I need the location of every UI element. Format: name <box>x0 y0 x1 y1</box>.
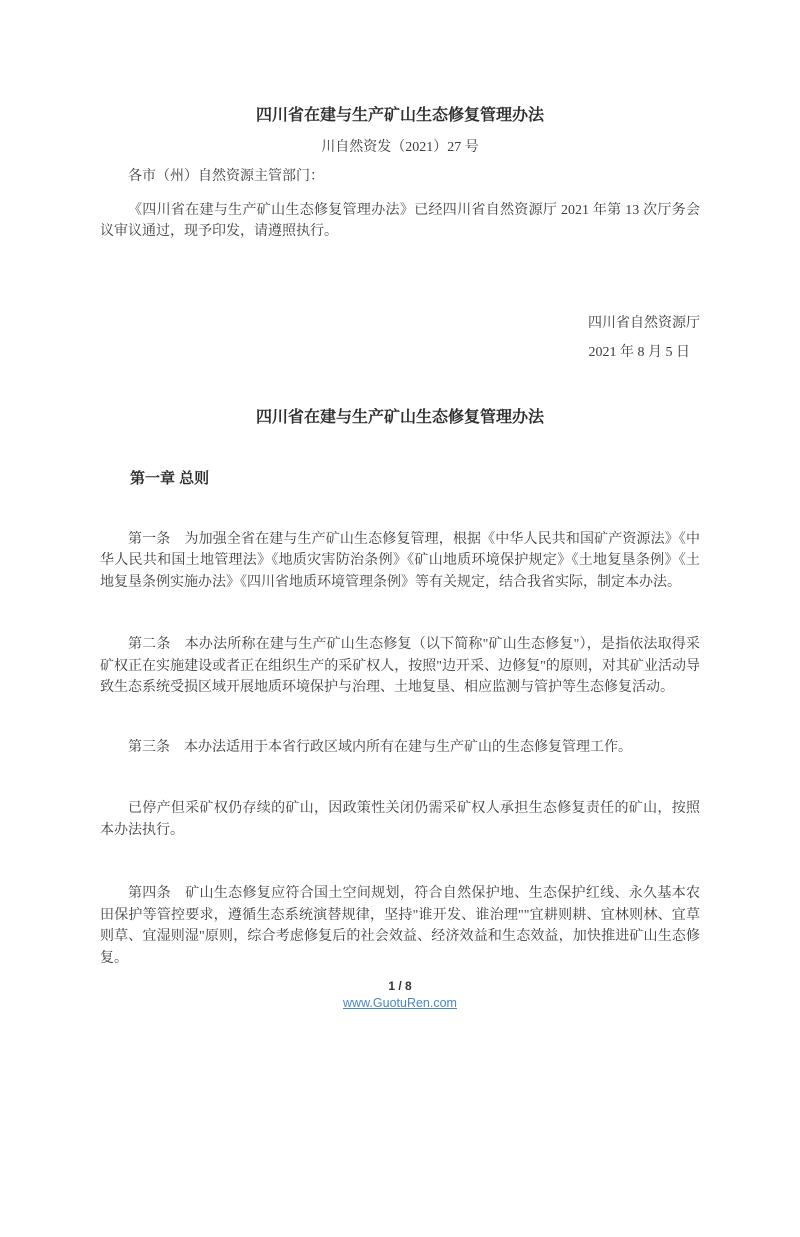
article-paragraph-2: 第二条 本办法所称在建与生产矿山生态修复（以下简称"矿山生态修复"），是指依法取得采矿权正在实施建设或者正在组织生产的采矿权人，按照"边开采、边修复"的原则，对其矿业活动导致生态系统受损区域开展地质环境保护与治理、土地复垦、相应监测与管护等生态修复活动。 <box>100 637 700 695</box>
document-page <box>0 105 800 1237</box>
chapter-heading: 第一章 总则 <box>130 469 210 487</box>
document-number: 川自然资发（2021）27 号 <box>321 140 479 155</box>
article-paragraph-3: 第三条 本办法适用于本省行政区域内所有在建与生产矿山的生态修复管理工作。 <box>128 739 632 755</box>
salutation: 各市（州）自然资源主管部门： <box>128 169 324 184</box>
article-paragraph-5: 第四条 矿山生态修复应符合国土空间规划，符合自然保护地、生态保护红线、永久基本农田保护等管控要求，遵循生态系统演替规律，坚持"谁开发、谁治理""宜耕则耕、宜林则林、宜草则草、宜湿则湿"原则，综合考虑修复后的社会效益、经济效益和生态效益，加快推进矿山生态修复。 <box>100 886 700 966</box>
article-paragraph-1: 第一条 为加强全省在建与生产矿山生态修复管理，根据《中华人民共和国矿产资源法》《中华人民共和国土地管理法》《地质灾害防治条例》《矿山地质环境保护规定》《土地复垦条例》《土地复垦条例实施办法》《四川省地质环境管理条例》等有关规定，结合我省实际，制定本办法。 <box>100 531 700 590</box>
document-title: 四川省在建与生产矿山生态修复管理办法 <box>255 107 544 124</box>
footer <box>100 996 700 1011</box>
notice-paragraph: 《四川省在建与生产矿山生态修复管理办法》已经四川省自然资源厅 2021 年第 13 次厅务会议审议通过，现予印发，请遵照执行。 <box>100 202 700 239</box>
signature-organization: 四川省自然资源厅 <box>588 315 700 331</box>
page-indicator: 1 / 8 <box>388 979 412 993</box>
article-paragraph-4: 已停产但采矿权仍存续的矿山，因政策性关闭仍需采矿权人承担生态修复责任的矿山，按照本办法执行。 <box>100 801 700 838</box>
body-title: 四川省在建与生产矿山生态修复管理办法 <box>255 408 544 426</box>
signature-date: 2021 年 8 月 5 日 <box>588 345 690 360</box>
website-link[interactable]: www.GuotuRen.com <box>343 996 457 1010</box>
